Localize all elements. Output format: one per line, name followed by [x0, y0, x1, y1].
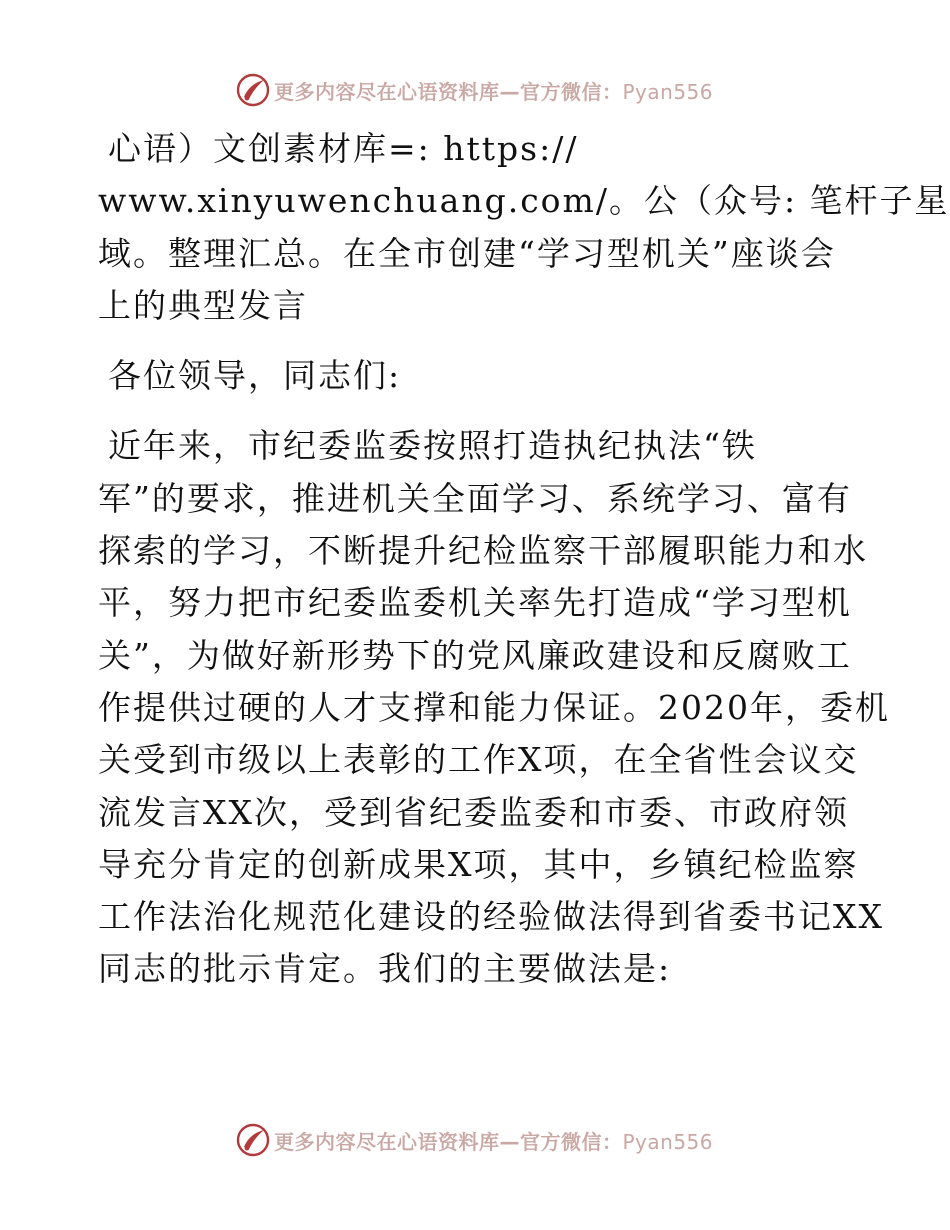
- brush-logo-icon: [236, 73, 270, 107]
- footer-banner: [236, 1123, 713, 1157]
- body-line: 关受到市级以上表彰的工作X项，在全省性会议交: [98, 740, 859, 780]
- salutation: 各位领导，同志们:: [108, 356, 402, 396]
- body-line: 作提供过硬的人才支撑和能力保证。2020年，委机: [98, 687, 890, 727]
- body-line: 流发言XX次，受到省纪委监委和市委、市政府领: [98, 792, 849, 832]
- body-line: 平，努力把市纪委监委机关率先打造成“学习型机: [98, 583, 852, 623]
- intro-line: 域。整理汇总。在全市创建“学习型机关”座谈会: [98, 233, 836, 273]
- banner-wechat-label: 官方微信：: [520, 79, 623, 104]
- body-line: 探索的学习，不断提升纪检监察干部履职能力和水: [98, 531, 868, 571]
- brush-logo-icon: [236, 1123, 270, 1157]
- banner-wechat-id: Pyan556: [622, 79, 714, 104]
- body-line: 工作法治化规范化建设的经验做法得到省委书记XX: [98, 897, 884, 937]
- intro-line: www.xinyuwenchuang.com/。公（众号: 笔杆子星: [98, 181, 950, 221]
- banner-text: [274, 76, 713, 105]
- banner-text: [274, 1126, 713, 1155]
- banner-wechat-id: Pyan556: [622, 1129, 714, 1154]
- body-line: 导充分肯定的创新成果X项，其中，乡镇纪检监察: [98, 844, 859, 884]
- body-line: 同志的批示肯定。我们的主要做法是:: [98, 949, 672, 989]
- intro-line: 上的典型发言: [98, 285, 308, 325]
- intro-line: 心语）文创素材库=: https://: [108, 129, 579, 168]
- banner-main-text: 更多内容尽在心语资料库—: [274, 79, 520, 104]
- banner-wechat-label: 官方微信：: [520, 1129, 623, 1154]
- body-line: 近年来，市纪委监委按照打造执纪执法“铁: [108, 426, 757, 466]
- body-line: 军”的要求，推进机关全面学习、系统学习、富有: [98, 478, 852, 518]
- header-banner: [236, 73, 713, 107]
- body-line: 关”，为做好新形势下的党风廉政建设和反腐败工: [98, 635, 852, 675]
- banner-main-text: 更多内容尽在心语资料库—: [274, 1129, 520, 1154]
- document-body: [98, 123, 950, 996]
